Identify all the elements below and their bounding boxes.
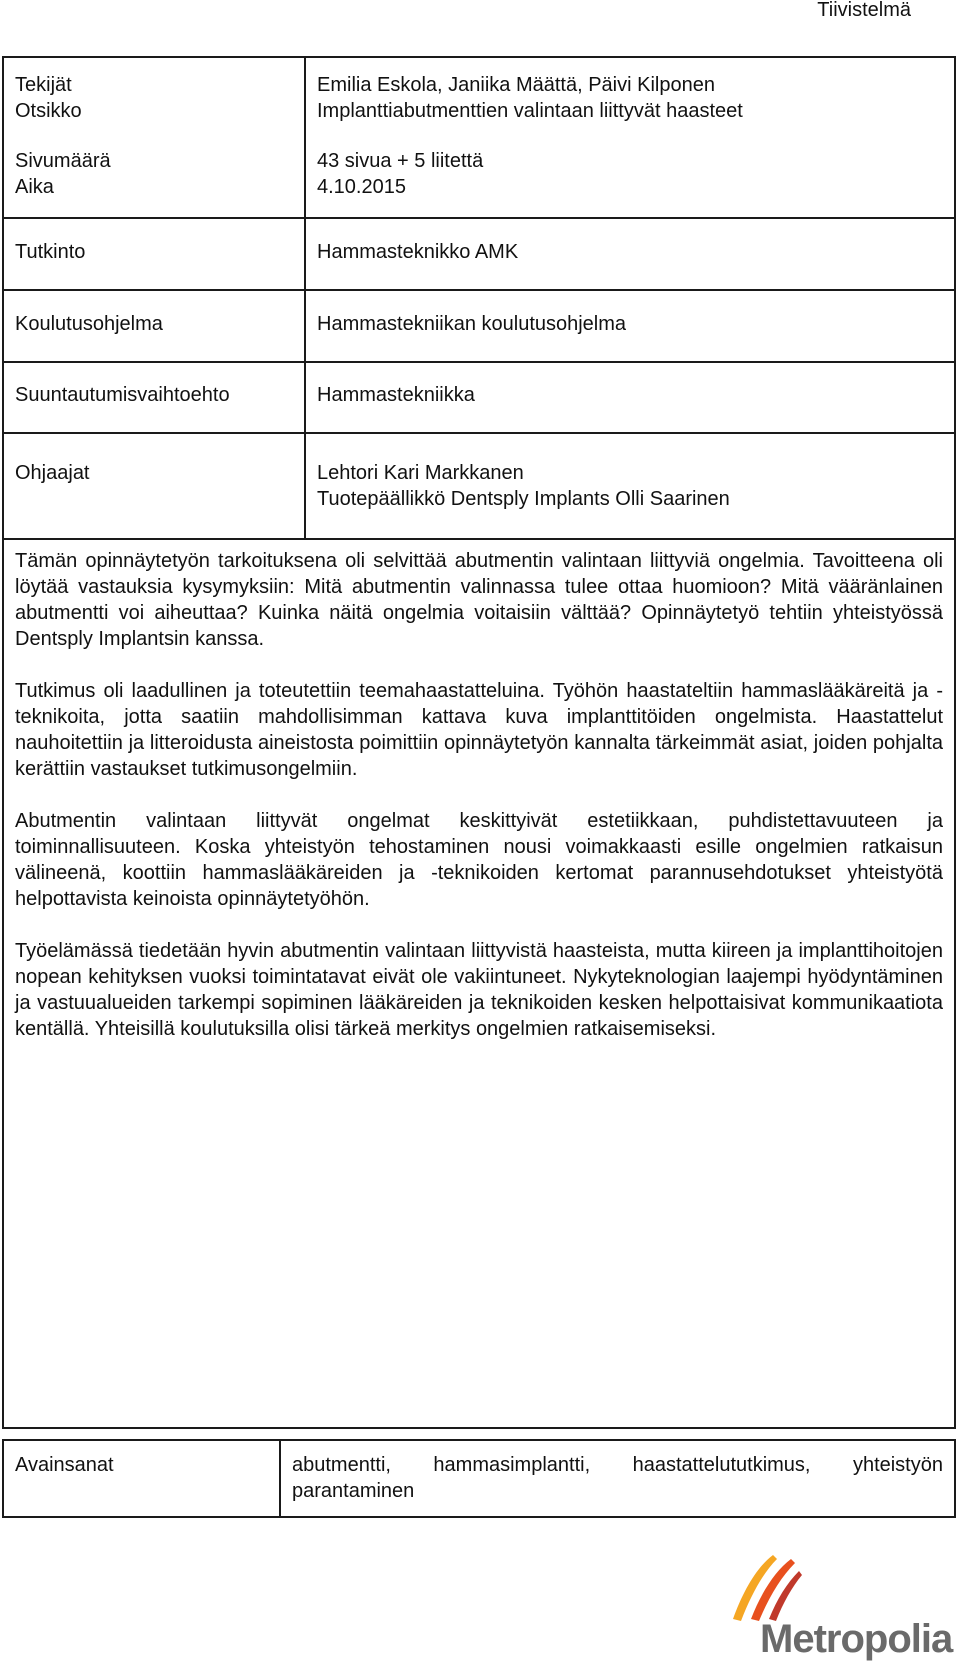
authors-title-pages-date-values bbox=[305, 57, 955, 218]
title-label: Otsikko bbox=[15, 100, 82, 122]
info-table bbox=[2, 56, 956, 1429]
info-row-specialisation bbox=[3, 362, 955, 433]
keywords-value: abutmentti, hammasimplantti, haastattelututkimus, yhteistyön parantaminen bbox=[280, 1440, 955, 1517]
pages-label: Sivumäärä bbox=[15, 150, 111, 172]
instructor-1: Lehtori Kari Markkanen bbox=[317, 462, 524, 484]
degree-label: Tutkinto bbox=[3, 218, 305, 290]
abstract-paragraph-3: Abutmentin valintaan liittyvät ongelmat keskittyivät estetiikkaan, puhdistettavuuteen ja toiminnallisuuteen. Koska yhteistyön tehostaminen nousi voimakkaasti esille ongelmien ratkaisun välineenä, koottiin hammaslääkäreiden ja -teknikoiden kertomat parannusehdotukset yhteistyötä helpottavista keinoista opinnäytetyöhön. bbox=[15, 810, 943, 910]
specialisation-value: Hammastekniikka bbox=[305, 362, 955, 433]
keywords-table bbox=[2, 1439, 956, 1518]
specialisation-label: Suuntautumisvaihtoehto bbox=[3, 362, 305, 433]
metropolia-wordmark: Metropolia bbox=[760, 1617, 953, 1661]
instructors-label: Ohjaajat bbox=[3, 433, 305, 539]
pages-value: 43 sivua + 5 liitettä bbox=[317, 150, 484, 172]
instructor-2: Tuotepäällikkö Dentsply Implants Olli Saarinen bbox=[317, 488, 730, 510]
metropolia-logo bbox=[725, 1553, 960, 1671]
instructors-values bbox=[305, 433, 955, 539]
abstract-text bbox=[3, 539, 955, 1428]
document-type-label: Tiivistelmä bbox=[817, 0, 911, 21]
info-row-degree bbox=[3, 218, 955, 290]
date-value: 4.10.2015 bbox=[317, 176, 406, 198]
abstract-paragraph-1: Tämän opinnäytetyön tarkoituksena oli selvittää abutmentin valintaan liittyviä ongelmia. Tavoitteena oli löytää vastauksia kysymyksiin: Mitä abutmentin valinnassa tulee ottaa huomioon? Mitä vääränlainen abutmentti voi aiheuttaa? Kuinka näitä ongelmia voitaisiin välttää? Opinnäytetyö tehtiin yhteistyössä Dentsply Implantsin kanssa. bbox=[15, 550, 943, 650]
abstract-row bbox=[3, 539, 955, 1428]
info-row-authors bbox=[3, 57, 955, 218]
keywords-label: Avainsanat bbox=[3, 1440, 280, 1517]
programme-value: Hammastekniikan koulutusohjelma bbox=[305, 290, 955, 362]
authors-value: Emilia Eskola, Janiika Määttä, Päivi Kilponen bbox=[317, 74, 715, 96]
degree-value: Hammasteknikko AMK bbox=[305, 218, 955, 290]
info-row-instructors bbox=[3, 433, 955, 539]
abstract-paragraph-4: Työelämässä tiedetään hyvin abutmentin valintaan liittyvistä haasteista, mutta kiireen ja implanttihoitojen nopean kehityksen vuoksi toimintatavat eivät ole vakiintuneet. Nykyteknologian laajempi hyödyntäminen ja vastuualueiden tarkempi sopiminen lääkäreiden ja teknikoiden kesken helpottaisivat kommunikaatiota kentällä. Yhteisillä koulutuksilla olisi tärkeä merkitys ongelmien ratkaisemiseksi. bbox=[15, 940, 943, 1040]
abstract-paragraph-2: Tutkimus oli laadullinen ja toteutettiin teemahaastatteluina. Työhön haastateltiin hammaslääkäreitä ja -teknikoita, jotta saatiin mahdollisimman kattava kuva implanttitöiden ongelmista. Haastattelut nauhoitettiin ja litteroidusta aineistosta poimittiin opinnäytetyön kannalta tärkeimmät asiat, joiden pohjalta kerättiin vastaukset tutkimusongelmiin. bbox=[15, 680, 943, 780]
info-row-programme bbox=[3, 290, 955, 362]
authors-label: Tekijät bbox=[15, 74, 72, 96]
authors-title-pages-date-labels bbox=[3, 57, 305, 218]
programme-label: Koulutusohjelma bbox=[3, 290, 305, 362]
keywords-row bbox=[3, 1440, 955, 1517]
date-label: Aika bbox=[15, 176, 54, 198]
metropolia-logo-mark bbox=[725, 1553, 960, 1623]
title-value: Implanttiabutmenttien valintaan liittyvät haasteet bbox=[317, 100, 743, 122]
